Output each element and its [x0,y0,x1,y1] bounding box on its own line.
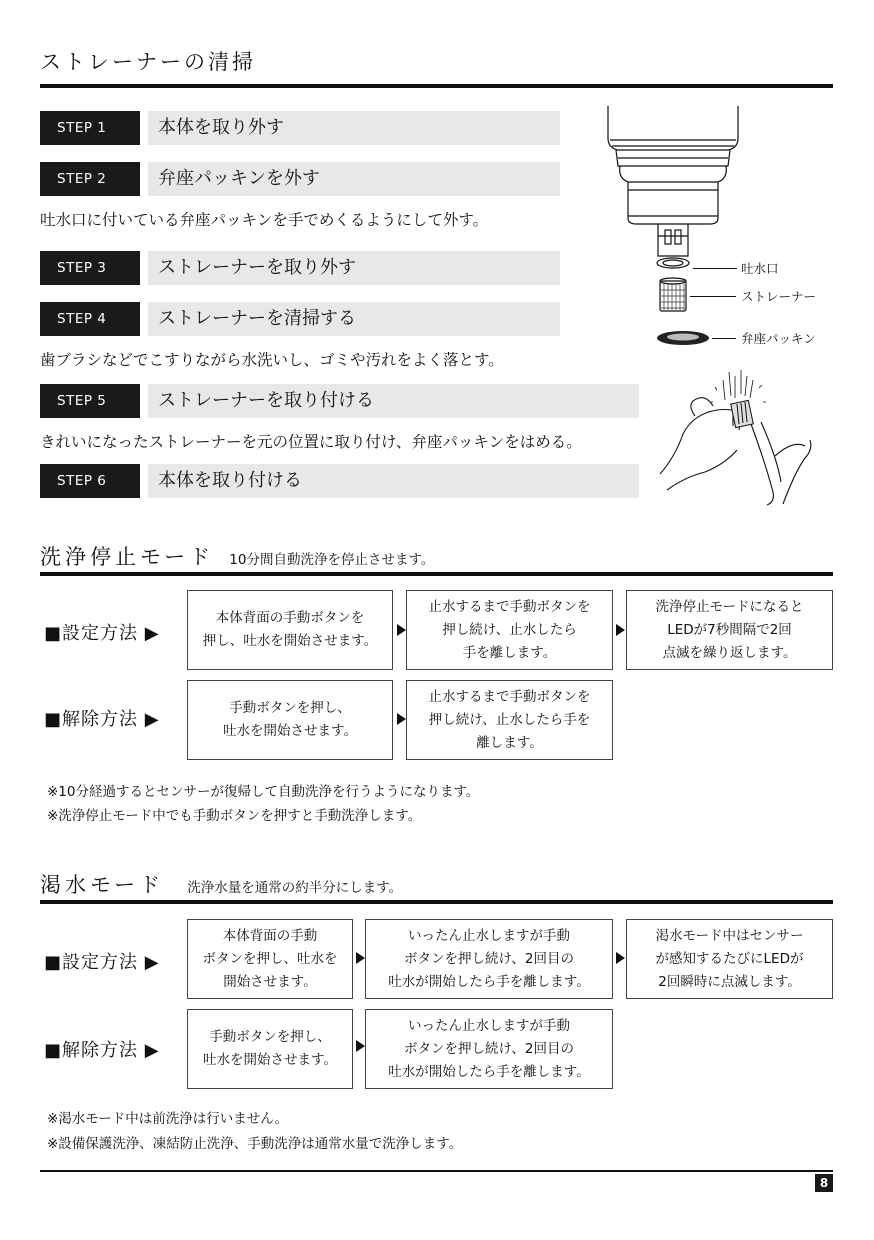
drought-title: 渇水モード [40,873,165,897]
strainer-label: ストレーナー [741,289,817,304]
wash-stop-title: 洗浄停止モード [40,545,215,569]
drought-subtitle: 洗浄水量を通常の約半分にします。 [187,880,403,896]
wash-stop-setting-step-3: 洗浄停止モードになると LEDが7秒間隔で2回 点滅を繰り返します。 [626,590,833,670]
drought-release-step-2: いったん止水しますが手動 ボタンを押し続け、2回目の 吐水が開始したら手を離します。 [365,1009,613,1089]
wash-stop-subtitle: 10分間自動洗浄を停止させます。 [229,552,435,568]
packing-leader-line [712,338,736,339]
flow-arrow-icon [397,624,406,636]
wash-stop-heading [40,541,434,571]
step-2-desc: 吐水口に付いている弁座パッキンを手でめくるようにして外す。 [40,211,489,229]
wash-stop-setting-step-1: 本体背面の手動ボタンを 押し、吐水を開始させます。 [187,590,393,670]
drought-note-1: ※渇水モード中は前洗浄は行いません。 [47,1111,289,1127]
drought-setting-step-1: 本体背面の手動 ボタンを押し、吐水を 開始させます。 [187,919,353,999]
step-2-badge: STEP 2 [40,162,140,196]
wash-stop-setting-label: ■設定方法 ▶ [44,623,160,644]
wash-stop-rule [40,572,833,576]
step-3-badge: STEP 3 [40,251,140,285]
step-3-title: ストレーナーを取り外す [148,251,560,285]
drought-note-2: ※設備保護洗浄、凍結防止洗浄、手動洗浄は通常水量で洗浄します。 [47,1136,463,1152]
step-5-desc: きれいになったストレーナーを元の位置に取り付け、弁座パッキンをはめる。 [40,433,582,451]
step-2-title: 弁座パッキンを外す [148,162,560,196]
flow-arrow-icon [356,1040,365,1052]
step-4-title: ストレーナーを清掃する [148,302,560,336]
wash-stop-release-step-1: 手動ボタンを押し、 吐水を開始させます。 [187,680,393,760]
title-rule [40,84,833,88]
footer-rule [40,1170,833,1172]
page-number: 8 [815,1174,833,1192]
page-title: ストレーナーの清掃 [40,50,256,74]
step-1-title: 本体を取り外す [148,111,560,145]
flow-arrow-icon [616,952,625,964]
step-6-title: 本体を取り付ける [148,464,639,498]
flow-arrow-icon [397,713,406,725]
drought-setting-step-3: 渇水モード中はセンサー が感知するたびにLEDが 2回瞬時に点滅します。 [626,919,833,999]
spout-label: 吐水口 [741,261,779,276]
step-4-badge: STEP 4 [40,302,140,336]
step-4-desc: 歯ブラシなどでこすりながら水洗いし、ゴミや汚れをよく落とす。 [40,351,504,369]
flow-arrow-icon [616,624,625,636]
faucet-exploded-illustration [598,106,748,356]
flow-arrow-icon [356,952,365,964]
wash-stop-note-1: ※10分経過するとセンサーが復帰して自動洗浄を行うようになります。 [47,784,480,800]
packing-label: 弁座パッキン [741,331,816,346]
step-5-badge: STEP 5 [40,384,140,418]
drought-heading [40,869,402,899]
brush-cleaning-illustration [655,362,815,507]
step-1-badge: STEP 1 [40,111,140,145]
step-5-title: ストレーナーを取り付ける [148,384,639,418]
step-6-badge: STEP 6 [40,464,140,498]
drought-release-label: ■解除方法 ▶ [44,1040,160,1061]
drought-setting-label: ■設定方法 ▶ [44,952,160,973]
drought-setting-step-2: いったん止水しますが手動 ボタンを押し続け、2回目の 吐水が開始したら手を離します。 [365,919,613,999]
wash-stop-release-label: ■解除方法 ▶ [44,709,160,730]
wash-stop-setting-step-2: 止水するまで手動ボタンを 押し続け、止水したら 手を離します。 [406,590,613,670]
drought-release-step-1: 手動ボタンを押し、 吐水を開始させます。 [187,1009,353,1089]
wash-stop-release-step-2: 止水するまで手動ボタンを 押し続け、止水したら手を 離します。 [406,680,613,760]
wash-stop-note-2: ※洗浄停止モード中でも手動ボタンを押すと手動洗浄します。 [47,808,422,824]
spout-leader-line [693,268,737,269]
strainer-leader-line [690,296,736,297]
drought-rule [40,900,833,904]
